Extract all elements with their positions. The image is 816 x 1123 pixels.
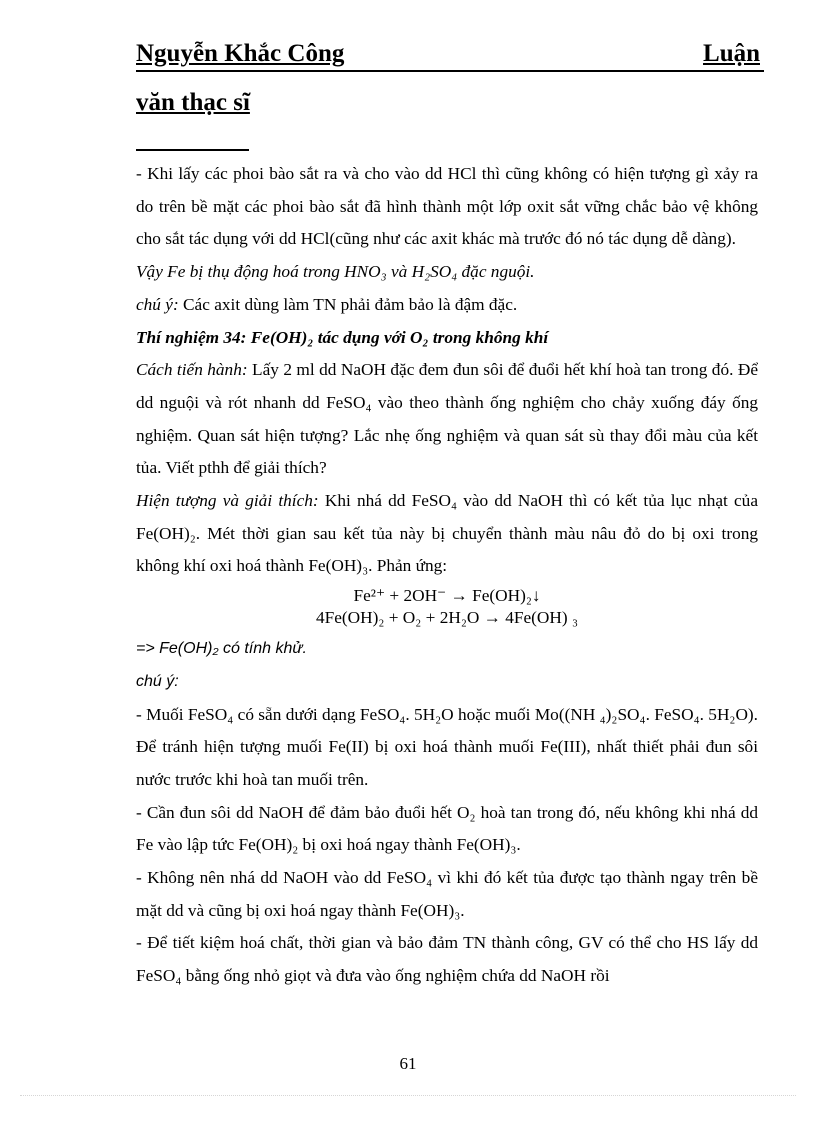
note-label-2: chú ý: <box>136 672 179 690</box>
header-author: Nguyễn Khắc Công <box>136 40 345 67</box>
page-number: 61 <box>399 1054 417 1073</box>
note-item-boil: - Cần đun sôi dd NaOH để đảm bảo đuổi hết O₂ hoà tan trong đó, nếu không khi nhá dd Fe vào lập tức Fe(OH)₂ bị oxi hoá ngay thành Fe(OH)₃. <box>136 802 758 855</box>
observation-label: Hiện tượng và giải thích: <box>136 491 319 511</box>
paragraph-passivation: - Khi lấy các phoi bào sắt ra và cho vào dd HCl thì cũng không có hiện tượng gì xảy ra do trên bề mặt các phoi bào sắt đã hình thành một lớp oxit sắt vững chắc bảo vệ không cho sắt tác dụng với dd HCl(cũng như các axit khác mà trước đó nó tác dụng dễ dàng). <box>136 164 758 249</box>
equations <box>136 583 758 633</box>
conclusion-reducing: => Fe(OH)₂ có tính khử. <box>136 640 307 658</box>
header-separator <box>136 149 249 151</box>
observation-paragraph <box>136 485 758 583</box>
note-concentrated-acid <box>136 289 758 322</box>
note-item-saving: - Để tiết kiệm hoá chất, thời gian và bảo đảm TN thành công, GV có thể cho HS lấy dd FeSO₄ bằng ống nhỏ giọt và đưa vào ống nghiệm chứa dd NaOH rồi <box>136 933 758 986</box>
running-header-line2 <box>136 88 764 118</box>
equation-1: Fe²⁺ + 2OH⁻ → Fe(OH)₂↓ <box>353 586 541 606</box>
procedure-text: Lấy 2 ml dd NaOH đặc đem đun sôi để đuổi hết khí hoà tan trong đó. Để dd nguội và rót nhanh dd FeSO₄ vào theo thành ống nghiệm cho chảy xuống đáy ống nghiệm. Quan sát hiện tượng? Lắc nhẹ ống nghiệm và quan sát sù thay đổi màu của kết tủa. Viết pthh để giải thích? <box>136 360 758 478</box>
equation-2: 4Fe(OH)₂ + O₂ + 2H₂O → 4Fe(OH) ₃ <box>316 608 578 628</box>
experiment-heading: Thí nghiệm 34: Fe(OH)₂ tác dụng với O₂ trong không khí <box>136 327 549 347</box>
procedure-label: Cách tiến hành: <box>136 360 248 380</box>
body-text <box>136 158 758 993</box>
page-bottom-border <box>20 1095 796 1096</box>
running-header <box>136 40 764 72</box>
observation-text: Khi nhá dd FeSO₄ vào dd NaOH thì có kết tủa lục nhạt của Fe(OH)₂. Mét thời gian sau kết tủa này bị chuyển thành màu nâu đỏ do bị oxi trong không khí oxi hoá thành Fe(OH)₃. Phản ứng: <box>136 491 758 576</box>
header-title-right: Luận <box>703 40 760 67</box>
procedure-paragraph <box>136 354 758 485</box>
note-item-order: - Không nên nhá dd NaOH vào dd FeSO₄ vì khi đó kết tủa được tạo thành ngay trên bề mặt dd và cũng bị oxi hoá ngay thành Fe(OH)₃. <box>136 868 758 920</box>
note-label: chú ý: <box>136 294 179 314</box>
note-text: Các axit dùng làm TN phải đảm bảo là đậm đặc. <box>183 294 518 314</box>
note-item-salt: - Muối FeSO₄ có sẵn dưới dạng FeSO₄. 5H₂O hoặc muối Mo((NH ₄)₂SO₄. FeSO₄. 5H₂O). Để tránh hiện tượng muối Fe(II) bị oxi hoá thành muối Fe(III), nhất thiết phải đun sôi nước trước khi hoà tan muối trên. <box>136 704 758 789</box>
conclusion-passivation: Vậy Fe bị thụ động hoá trong HNO₃ và H₂SO₄ đặc nguội. <box>136 262 535 282</box>
header-title-line2: văn thạc sĩ <box>136 89 250 116</box>
